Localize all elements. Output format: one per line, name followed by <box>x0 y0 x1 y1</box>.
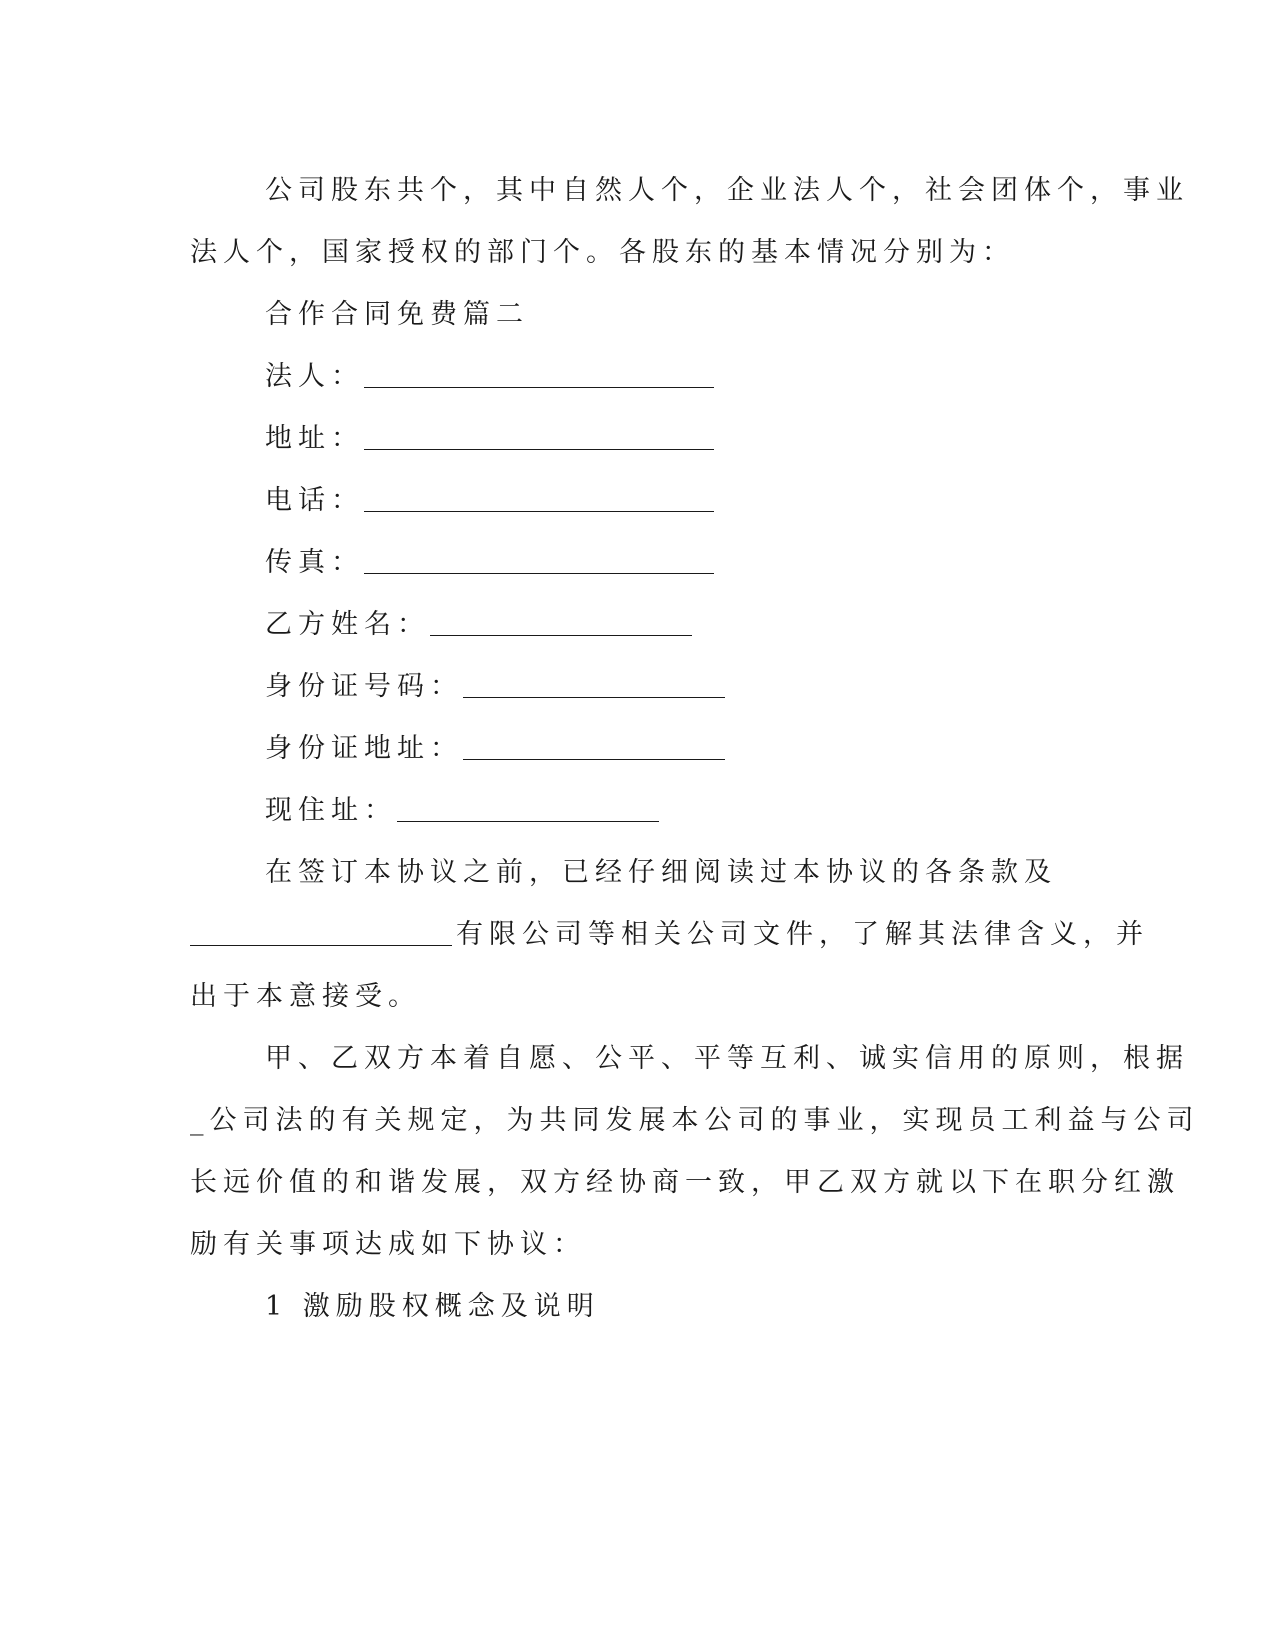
fill-in-blank <box>397 795 659 822</box>
paragraph-shareholders-line-2: 法人个，国家授权的部门个。各股东的基本情况分别为： <box>190 237 1015 268</box>
paragraph-principles-line-2: _公司法的有关规定，为共同发展本公司的事业，实现员工利益与公司 <box>190 1105 1200 1136</box>
fill-in-blank <box>364 547 714 574</box>
paragraph-shareholders-line-1: 公司股东共个，其中自然人个，企业法人个，社会团体个，事业 <box>265 175 1189 206</box>
paragraph-agreement-line-2 <box>190 904 1149 966</box>
field-label: 乙方姓名： <box>265 609 430 640</box>
field-label: 传真： <box>265 547 364 578</box>
paragraph-principles-line-3: 长远价值的和谐发展，双方经协商一致，甲乙双方就以下在职分红激 <box>190 1167 1180 1198</box>
fill-in-blank <box>364 485 714 512</box>
field-label: 电话： <box>265 485 364 516</box>
paragraph-agreement-line-1: 在签订本协议之前，已经仔细阅读过本协议的各条款及 <box>265 857 1057 888</box>
field-label: 身份证地址： <box>265 733 463 764</box>
section-heading-1: 1 激励股权概念及说明 <box>265 1291 600 1322</box>
field-id-address <box>190 718 1090 780</box>
field-label: 现住址： <box>265 795 397 826</box>
field-legal-person <box>190 346 1090 408</box>
fill-in-blank <box>364 361 714 388</box>
field-current-address <box>190 780 1090 842</box>
field-phone <box>190 470 1090 532</box>
field-id-number <box>190 656 1090 718</box>
field-address <box>190 408 1090 470</box>
field-label: 身份证号码： <box>265 671 463 702</box>
paragraph-principles-line-1: 甲、乙双方本着自愿、公平、平等互利、诚实信用的原则，根据 <box>265 1043 1189 1074</box>
paragraph-principles-line-4: 励有关事项达成如下协议： <box>190 1229 586 1260</box>
document-body <box>190 160 1200 1338</box>
fill-in-blank <box>430 609 692 636</box>
fill-in-blank <box>364 423 714 450</box>
fill-in-blank <box>463 733 725 760</box>
field-label: 地址： <box>265 423 364 454</box>
fill-in-blank <box>463 671 725 698</box>
fill-in-blank <box>190 919 452 946</box>
agreement-line-2-text: 有限公司等相关公司文件，了解其法律含义，并 <box>456 919 1149 950</box>
field-party-b-name <box>190 594 1090 656</box>
field-fax <box>190 532 1090 594</box>
field-label: 法人： <box>265 361 364 392</box>
paragraph-agreement-line-3: 出于本意接受。 <box>190 981 421 1012</box>
section-heading-two: 合作合同免费篇二 <box>265 299 529 330</box>
